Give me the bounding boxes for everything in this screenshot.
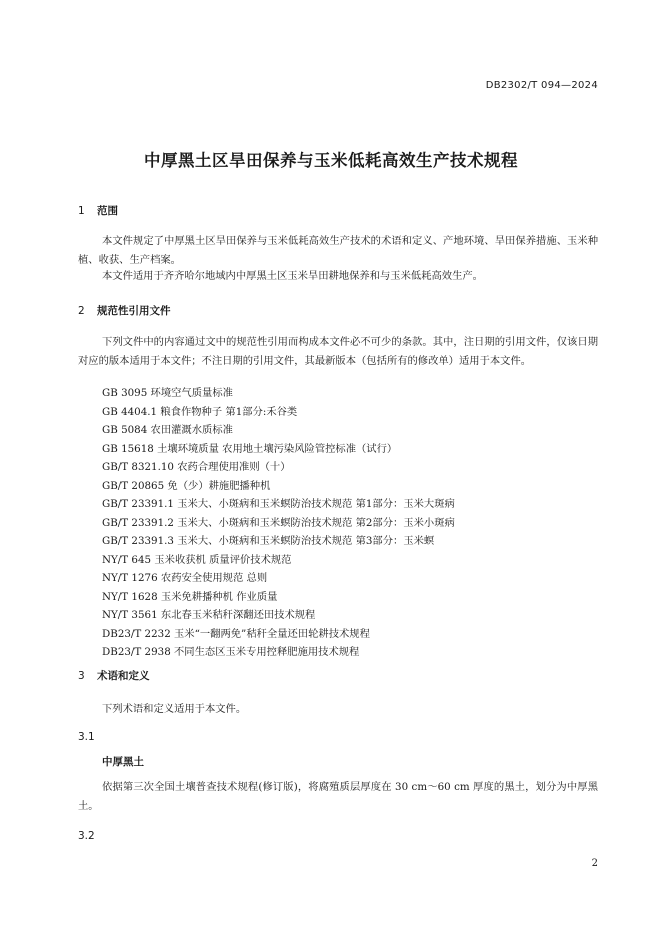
terms-intro-paragraph: 下列术语和定义适用于本文件。 <box>102 703 247 715</box>
section-title: 术语和定义 <box>97 670 150 682</box>
reference-item: NY/T 1276 农药安全使用规范 总则 <box>102 572 268 584</box>
clause-number: 3.2 <box>78 830 95 842</box>
reference-item: DB23/T 2938 不同生态区玉米专用控释肥施用技术规程 <box>102 646 360 658</box>
section-heading-scope <box>78 203 118 218</box>
section-number: 2 <box>78 305 85 317</box>
reference-item: GB/T 20865 免（少）耕施肥播种机 <box>102 479 271 492</box>
references-intro-paragraph: 下列文件中的内容通过文中的规范性引用而构成本文件必不可少的条款。其中，注日期的引用文件，仅该日期对应的版本适用于本文件；不注日期的引用文件，其最新版本（包括所有的修改单）适用于本文件。 <box>78 336 598 367</box>
reference-item: DB23/T 2232 玉米“一翻两免”秸秆全量还田轮耕技术规程 <box>102 627 370 640</box>
reference-item: GB/T 23391.1 玉米大、小斑病和玉米螟防治技术规范 第1部分：玉米大斑病 <box>102 498 455 510</box>
reference-list <box>102 384 455 662</box>
reference-item: NY/T 645 玉米收获机 质量评价技术规范 <box>102 553 292 566</box>
scope-paragraph-2: 本文件适用于齐齐哈尔地域内中厚黑土区玉米旱田耕地保养和与玉米低耗高效生产。 <box>102 270 483 282</box>
reference-item: GB/T 8321.10 农药合理使用准则（十） <box>102 461 291 473</box>
term-definition: 依据第三次全国土壤普查技术规程(修订版)，将腐殖质层厚度在 30 cm～60 cm 厚度的黑土，划分为中厚黑土。 <box>78 781 598 812</box>
reference-item: GB 4404.1 粮食作物种子 第1部分:禾谷类 <box>102 405 298 418</box>
reference-item: GB 15618 土壤环境质量 农用地土壤污染风险管控标准（试行） <box>102 442 398 455</box>
reference-item: GB/T 23391.3 玉米大、小斑病和玉米螟防治技术规范 第3部分：玉米螟 <box>102 535 435 547</box>
clause-number: 3.1 <box>78 731 95 743</box>
scope-paragraph-1: 本文件规定了中厚黑土区旱田保养与玉米低耗高效生产技术的术语和定义、产地环境、旱田保养措施、玉米种植、收获、生产档案。 <box>78 235 598 266</box>
section-number: 3 <box>78 670 85 682</box>
section-number: 1 <box>78 205 85 217</box>
document-title: 中厚黑土区旱田保养与玉米低耗高效生产技术规程 <box>144 151 518 170</box>
page-number: 2 <box>591 858 598 869</box>
document-code: DB2302/T 094—2024 <box>485 80 598 91</box>
reference-item: GB/T 23391.2 玉米大、小斑病和玉米螟防治技术规范 第2部分：玉米小斑病 <box>102 516 455 529</box>
section-title: 范围 <box>97 205 118 217</box>
reference-item: NY/T 3561 东北春玉米秸秆深翻还田技术规程 <box>102 609 316 621</box>
reference-item: GB 3095 环境空气质量标准 <box>102 387 233 399</box>
section-heading-normative-references <box>78 303 171 318</box>
section-heading-terms-definitions <box>78 668 150 683</box>
reference-item: GB 5084 农田灌溉水质标准 <box>102 424 233 436</box>
section-title: 规范性引用文件 <box>97 305 171 317</box>
term-title: 中厚黑土 <box>102 756 144 768</box>
reference-item: NY/T 1628 玉米免耕播种机 作业质量 <box>102 590 278 603</box>
